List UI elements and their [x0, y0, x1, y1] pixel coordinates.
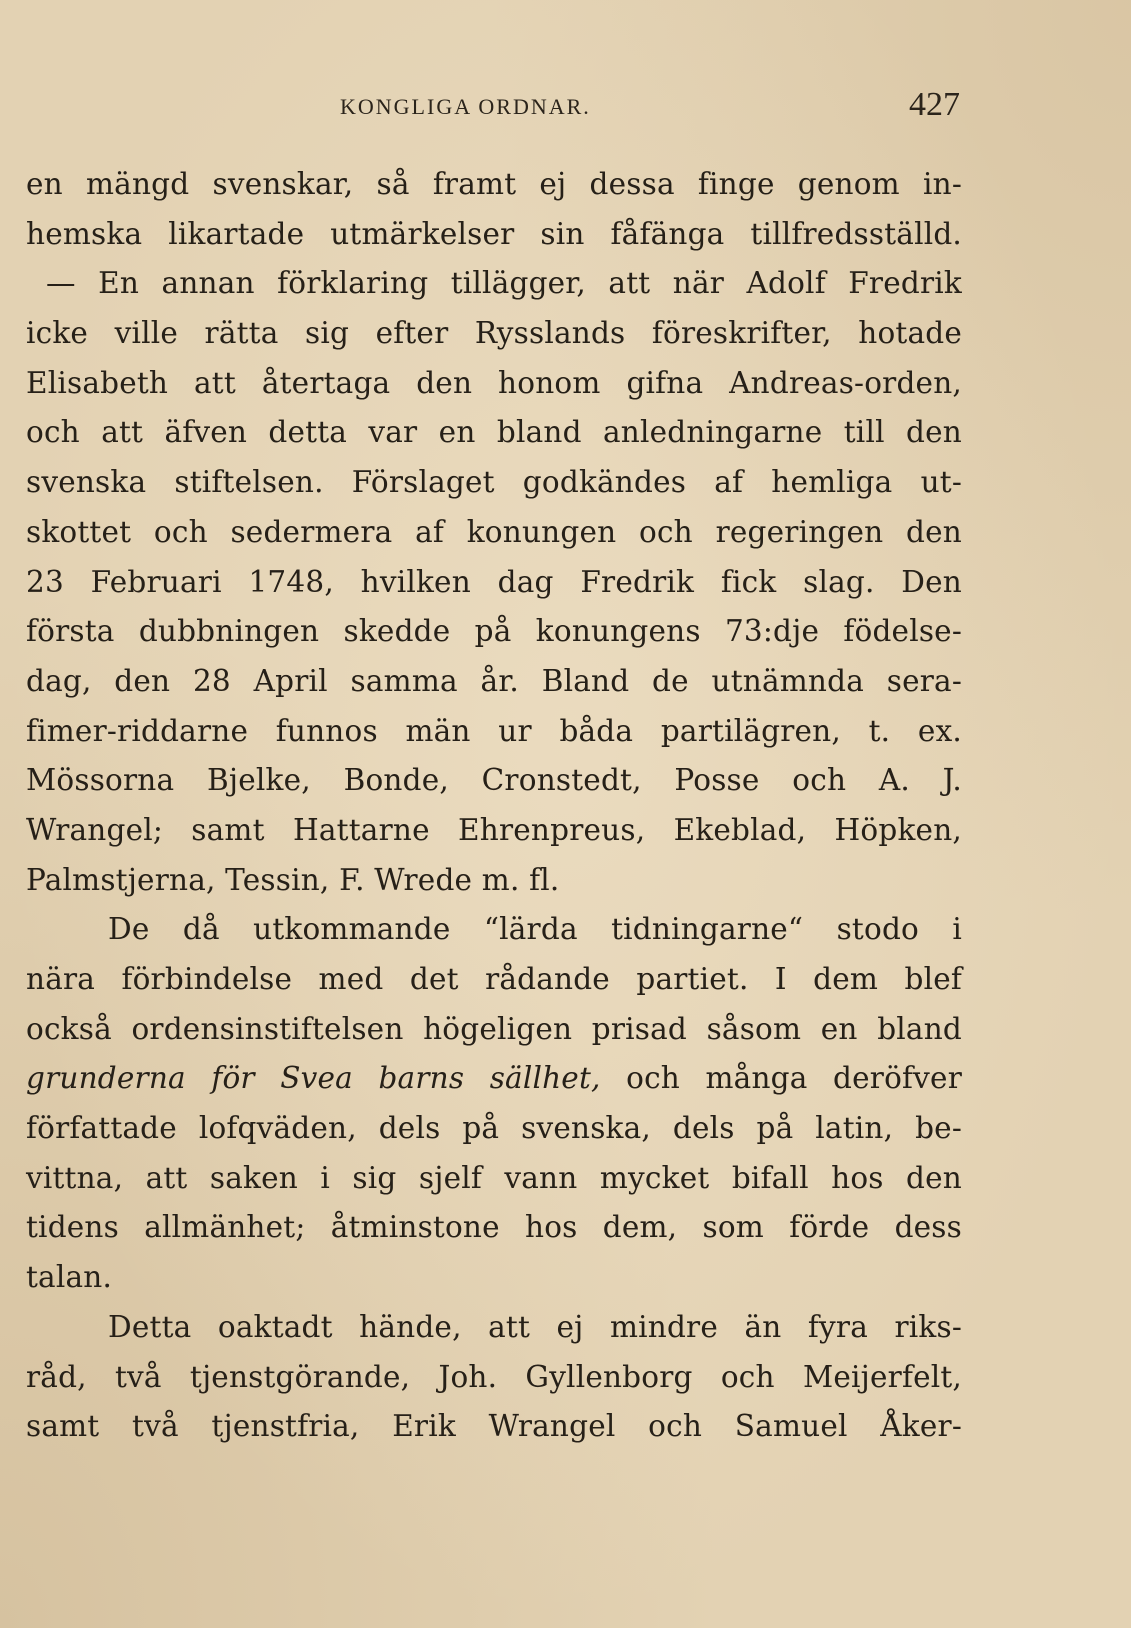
text-line: dag, den 28 April samma år. Bland de utnämnda sera-	[26, 663, 962, 698]
text-line: — En annan förklaring tillägger, att när Adolf Fredrik	[46, 266, 962, 301]
text-line: icke ville rätta sig efter Rysslands föreskrifter, hotade	[26, 316, 962, 351]
italic-title: grunderna för Svea barns sällhet,	[26, 1061, 601, 1096]
text-line: Mössorna Bjelke, Bonde, Cronstedt, Posse och A. J.	[26, 763, 962, 798]
text-line: Detta oaktadt hände, att ej mindre än fyra riks-	[108, 1309, 962, 1344]
page-header	[30, 86, 960, 126]
text-line: första dubbningen skedde på konungens 73:dje födelse-	[26, 614, 962, 649]
text-line: råd, två tjenstgörande, Joh. Gyllenborg och Meijerfelt,	[26, 1359, 962, 1394]
page-number: 427	[909, 86, 960, 123]
body-text	[26, 160, 962, 1452]
text-line: svenska stiftelsen. Förslaget godkändes af hemliga ut-	[26, 465, 962, 500]
text-line: De då utkommande “lärda tidningarne“ stodo i	[108, 912, 962, 947]
text-line: Palmstjerna, Tessin, F. Wrede m. fl.	[26, 862, 560, 897]
text-line: Wrangel; samt Hattarne Ehrenpreus, Ekeblad, Höpken,	[26, 812, 962, 847]
text-line: skottet och sedermera af konungen och regeringen den	[26, 514, 962, 549]
running-head: KONGLIGA ORDNAR.	[340, 94, 591, 119]
text-line: en mängd svenskar, så framt ej dessa finge genom in-	[26, 167, 962, 201]
text-line: och att äfven detta var en bland anledningarne till den	[26, 415, 962, 450]
text-line: nära förbindelse med det rådande partiet. I dem blef	[26, 962, 962, 996]
text-line: författade lofqväden, dels på svenska, dels på latin, be-	[26, 1111, 962, 1146]
text-line: tidens allmänhet; åtminstone hos dem, som förde dess	[26, 1210, 962, 1245]
text-line: talan.	[26, 1260, 113, 1295]
text-line: fimer-riddarne funnos män ur båda partilägren, t. ex.	[26, 713, 962, 748]
text-line: vittna, att saken i sig sjelf vann mycket bifall hos den	[26, 1160, 962, 1195]
text-fragment: och många deröfver	[600, 1061, 963, 1096]
text-line-italic	[26, 1054, 962, 1104]
text-line: Elisabeth att återtaga den honom gifna Andreas-orden,	[26, 365, 962, 400]
text-line: också ordensinstiftelsen högeligen prisad såsom en bland	[26, 1011, 962, 1046]
text-line: samt två tjenstfria, Erik Wrangel och Samuel Åker-	[26, 1409, 962, 1444]
text-line: 23 Februari 1748, hvilken dag Fredrik fick slag. Den	[26, 564, 962, 599]
text-line: hemska likartade utmärkelser sin fåfänga tillfredsställd.	[26, 216, 962, 251]
